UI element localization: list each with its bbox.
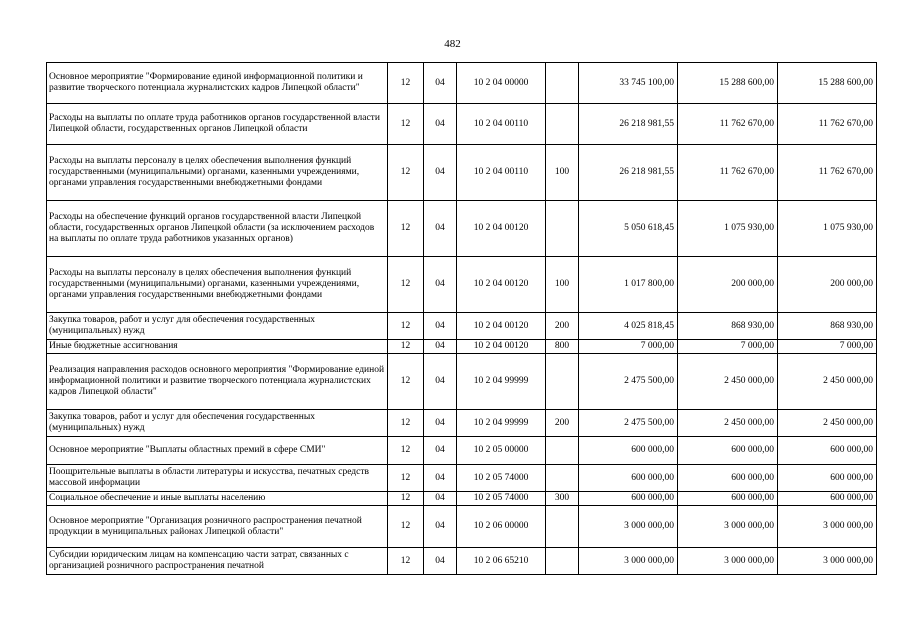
table-row — [47, 492, 877, 506]
amount-year-1: 2 475 500,00 — [579, 410, 678, 437]
target-article-code: 10 2 05 74000 — [457, 492, 546, 506]
section-code: 12 — [388, 340, 424, 354]
target-article-code: 10 2 04 00110 — [457, 145, 546, 201]
expense-type-code — [546, 63, 579, 104]
table-row — [47, 104, 877, 145]
amount-year-3: 2 450 000,00 — [778, 410, 877, 437]
amount-year-3: 3 000 000,00 — [778, 548, 877, 575]
target-article-code: 10 2 06 65210 — [457, 548, 546, 575]
amount-year-1: 5 050 618,45 — [579, 201, 678, 257]
section-code: 12 — [388, 145, 424, 201]
expense-type-code — [546, 354, 579, 410]
target-article-code: 10 2 04 99999 — [457, 354, 546, 410]
amount-year-3: 200 000,00 — [778, 257, 877, 313]
expense-type-code — [546, 104, 579, 145]
expense-type-code: 100 — [546, 257, 579, 313]
table-row — [47, 465, 877, 492]
table-row — [47, 410, 877, 437]
amount-year-2: 1 075 930,00 — [678, 201, 778, 257]
section-code: 12 — [388, 257, 424, 313]
expense-type-code — [546, 465, 579, 492]
amount-year-3: 3 000 000,00 — [778, 506, 877, 548]
amount-year-1: 600 000,00 — [579, 492, 678, 506]
section-code: 12 — [388, 313, 424, 340]
expense-type-code — [546, 506, 579, 548]
page-number: 482 — [444, 38, 461, 50]
amount-year-2: 600 000,00 — [678, 465, 778, 492]
row-name: Закупка товаров, работ и услуг для обеспечения государственных (муниципальных) нужд — [47, 410, 388, 437]
budget-table — [46, 62, 877, 575]
subsection-code: 04 — [424, 201, 457, 257]
row-name: Закупка товаров, работ и услуг для обеспечения государственных (муниципальных) нужд — [47, 313, 388, 340]
expense-type-code: 300 — [546, 492, 579, 506]
expense-type-code: 200 — [546, 313, 579, 340]
expense-type-code: 100 — [546, 145, 579, 201]
section-code: 12 — [388, 410, 424, 437]
amount-year-2: 2 450 000,00 — [678, 354, 778, 410]
amount-year-2: 600 000,00 — [678, 437, 778, 465]
subsection-code: 04 — [424, 410, 457, 437]
amount-year-1: 26 218 981,55 — [579, 104, 678, 145]
amount-year-1: 4 025 818,45 — [579, 313, 678, 340]
amount-year-2: 15 288 600,00 — [678, 63, 778, 104]
table-row — [47, 506, 877, 548]
amount-year-1: 600 000,00 — [579, 465, 678, 492]
amount-year-2: 868 930,00 — [678, 313, 778, 340]
table-row — [47, 313, 877, 340]
amount-year-3: 868 930,00 — [778, 313, 877, 340]
table-row — [47, 548, 877, 575]
row-name: Расходы на обеспечение функций органов государственной власти Липецкой области, государственных органов Липецкой области (за исключением расходов на выплаты по оплате труда работников указанных органов) — [47, 201, 388, 257]
amount-year-3: 15 288 600,00 — [778, 63, 877, 104]
row-name: Субсидии юридическим лицам на компенсацию части затрат, связанных с организацией розничного распространения печатной — [47, 548, 388, 575]
row-name: Реализация направления расходов основного мероприятия "Формирование единой информационной политики и развитие творческого потенциала журналистских кадров Липецкой области" — [47, 354, 388, 410]
amount-year-1: 1 017 800,00 — [579, 257, 678, 313]
amount-year-3: 600 000,00 — [778, 437, 877, 465]
row-name: Иные бюджетные ассигнования — [47, 340, 388, 354]
target-article-code: 10 2 06 00000 — [457, 506, 546, 548]
amount-year-2: 3 000 000,00 — [678, 548, 778, 575]
amount-year-2: 3 000 000,00 — [678, 506, 778, 548]
subsection-code: 04 — [424, 145, 457, 201]
amount-year-3: 600 000,00 — [778, 465, 877, 492]
amount-year-1: 26 218 981,55 — [579, 145, 678, 201]
section-code: 12 — [388, 201, 424, 257]
amount-year-3: 2 450 000,00 — [778, 354, 877, 410]
expense-type-code — [546, 201, 579, 257]
subsection-code: 04 — [424, 506, 457, 548]
target-article-code: 10 2 04 00110 — [457, 104, 546, 145]
table-row — [47, 340, 877, 354]
subsection-code: 04 — [424, 104, 457, 145]
target-article-code: 10 2 04 00120 — [457, 340, 546, 354]
table-row — [47, 201, 877, 257]
target-article-code: 10 2 04 00120 — [457, 313, 546, 340]
subsection-code: 04 — [424, 340, 457, 354]
amount-year-3: 7 000,00 — [778, 340, 877, 354]
section-code: 12 — [388, 104, 424, 145]
expense-type-code — [546, 548, 579, 575]
table-row — [47, 63, 877, 104]
section-code: 12 — [388, 354, 424, 410]
expense-type-code: 800 — [546, 340, 579, 354]
subsection-code: 04 — [424, 437, 457, 465]
row-name: Основное мероприятие "Формирование единой информационной политики и развитие творческого потенциала журналистских кадров Липецкой области" — [47, 63, 388, 104]
row-name: Расходы на выплаты персоналу в целях обеспечения выполнения функций государственными (муниципальными) органами, казенными учреждениями, органами управления государственными внебюджетными фондами — [47, 145, 388, 201]
section-code: 12 — [388, 63, 424, 104]
amount-year-3: 11 762 670,00 — [778, 104, 877, 145]
subsection-code: 04 — [424, 63, 457, 104]
amount-year-3: 1 075 930,00 — [778, 201, 877, 257]
section-code: 12 — [388, 492, 424, 506]
table-row — [47, 437, 877, 465]
amount-year-3: 600 000,00 — [778, 492, 877, 506]
target-article-code: 10 2 04 00120 — [457, 257, 546, 313]
amount-year-1: 3 000 000,00 — [579, 548, 678, 575]
amount-year-2: 11 762 670,00 — [678, 104, 778, 145]
amount-year-2: 2 450 000,00 — [678, 410, 778, 437]
row-name: Основное мероприятие "Выплаты областных премий в сфере СМИ" — [47, 437, 388, 465]
table-row — [47, 145, 877, 201]
amount-year-2: 7 000,00 — [678, 340, 778, 354]
amount-year-1: 600 000,00 — [579, 437, 678, 465]
row-name: Расходы на выплаты персоналу в целях обеспечения выполнения функций государственными (муниципальными) органами, казенными учреждениями, органами управления государственными внебюджетными фондами — [47, 257, 388, 313]
row-name: Социальное обеспечение и иные выплаты населению — [47, 492, 388, 506]
row-name: Расходы на выплаты по оплате труда работников органов государственной власти Липецкой области, государственных органов Липецкой области — [47, 104, 388, 145]
amount-year-2: 11 762 670,00 — [678, 145, 778, 201]
row-name: Основное мероприятие "Организация розничного распространения печатной продукции в муниципальных районах Липецкой области" — [47, 506, 388, 548]
amount-year-1: 33 745 100,00 — [579, 63, 678, 104]
subsection-code: 04 — [424, 548, 457, 575]
subsection-code: 04 — [424, 313, 457, 340]
subsection-code: 04 — [424, 354, 457, 410]
amount-year-1: 7 000,00 — [579, 340, 678, 354]
row-name: Поощрительные выплаты в области литературы и искусства, печатных средств массовой информации — [47, 465, 388, 492]
subsection-code: 04 — [424, 492, 457, 506]
section-code: 12 — [388, 437, 424, 465]
expense-type-code: 200 — [546, 410, 579, 437]
section-code: 12 — [388, 506, 424, 548]
section-code: 12 — [388, 548, 424, 575]
amount-year-3: 11 762 670,00 — [778, 145, 877, 201]
section-code: 12 — [388, 465, 424, 492]
target-article-code: 10 2 04 00120 — [457, 201, 546, 257]
target-article-code: 10 2 04 00000 — [457, 63, 546, 104]
expense-type-code — [546, 437, 579, 465]
subsection-code: 04 — [424, 465, 457, 492]
target-article-code: 10 2 04 99999 — [457, 410, 546, 437]
table-row — [47, 257, 877, 313]
amount-year-1: 3 000 000,00 — [579, 506, 678, 548]
table-row — [47, 354, 877, 410]
amount-year-2: 200 000,00 — [678, 257, 778, 313]
subsection-code: 04 — [424, 257, 457, 313]
amount-year-1: 2 475 500,00 — [579, 354, 678, 410]
amount-year-2: 600 000,00 — [678, 492, 778, 506]
target-article-code: 10 2 05 74000 — [457, 465, 546, 492]
target-article-code: 10 2 05 00000 — [457, 437, 546, 465]
